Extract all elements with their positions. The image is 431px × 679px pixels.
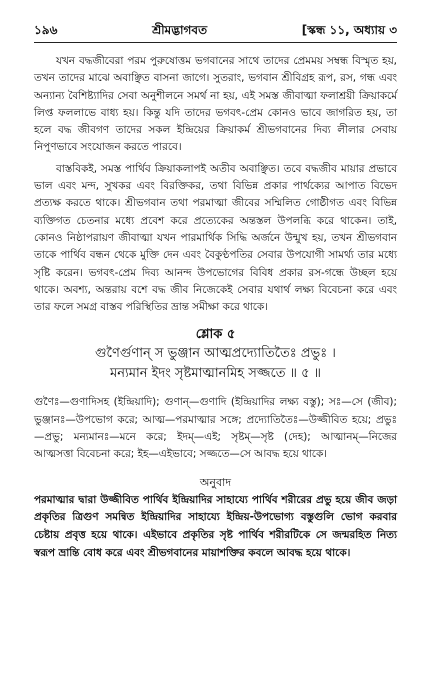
page-header xyxy=(34,22,397,38)
purport-paragraph-1: যখন বদ্ধজীবেরা পরম পুরুষোত্তম ভগবানের সাথে তাদের প্রেমময় সম্বন্ধ বিস্মৃত হয়, তখন তাদের মাঝে অবাঞ্ছিত বাসনা জাগে। সুতরাং, ভগবান শ্রীবিগ্রহ রূপ, রস, গন্ধ এবং অন্যান্য বৈশিষ্ট্যাদির সেবা অনুশীলনে সমর্থ না হয়, এই সমস্ত জীবাত্মা ফলাশ্রয়ী ক্রিয়াকর্মে লিপ্ত ফললাভে বাধ্য হয়। কিন্তু যদি তাদের ভগবৎ-প্রেম কোনও ভাবে জাগরিত হয়, তা হলে বদ্ধ জীবগণ তাদের সকল ইন্দ্রিয়ের ক্রিয়াকর্ম শ্রীভগবানের দিব্য লীলার সেবায় নিপুণভাবে সংযোজন করতে পারবে। xyxy=(34,55,397,154)
book-title: শ্রীমদ্ভাগবত xyxy=(152,23,208,37)
verse-title: শ্লোক ৫ xyxy=(195,327,236,343)
word-synonyms: গুণৈঃ—গুণাদিসহ (ইন্দ্রিয়াদি); গুণান্‌—গুণাদি (ইন্দ্রিয়াদির লক্ষ্য বস্তু); সঃ—সে (জীব); ভুঞ্জানঃ—উপভোগ করে; আত্ম—পরমাত্মার সঙ্গে; প্রদ্যোতিতৈঃ—উজ্জীবিত হয়ে; প্রভুঃ—প্রভু; মন্যমানঃ—মনে করে; ইদম্‌—এই; সৃষ্টম্‌—সৃষ্ট (দেহ); আত্মানম্‌—নিজের আত্মসত্তা বিবেচনা করে; ইহ—এইভাবে; সজ্জতে—সে আবদ্ধ হয়ে থাকে। xyxy=(34,396,397,461)
page-number: ১৯৬ xyxy=(34,23,58,37)
verse-line-2: মন্যমান ইদং সৃষ্টমাত্মানমিহ সজ্জতে ॥ ৫ ॥ xyxy=(109,366,322,382)
translation-heading: অনুবাদ xyxy=(199,475,232,489)
translation-text: পরমাত্মার দ্বারা উজ্জীবিত পার্থিব ইন্দ্রিয়াদির সাহায্যে পার্থিব শরীরের প্রভু হয়ে জীব জড়া প্রকৃতির ত্রিগুণ সমন্বিত ইন্দ্রিয়াদির সাহায্যে ইন্দ্রিয়-উপভোগ্য বস্তুগুলি ভোগ করবার চেষ্টায় প্রবৃত্ত হয়ে থাকে। এইভাবে প্রকৃতির সৃষ্ট পার্থিব শরীরটিকে সে জন্মরহিত নিত্য স্বরূপ ভ্রান্তি বোধ করে এবং শ্রীভগবানের মায়াশক্তির কবলে আবদ্ধ হয়ে থাকে। xyxy=(34,493,397,560)
verse-line-1: গুণৈর্গুণান্‌ স ভুঞ্জান আত্মপ্রদ্যোতিতৈঃ প্রভুঃ । xyxy=(95,346,336,362)
header-rule xyxy=(34,42,397,43)
chapter-reference: [স্কন্ধ ১১, অধ্যায় ৩ xyxy=(301,23,397,37)
purport-paragraph-2: বাস্তবিকই, সমস্ত পার্থিব ক্রিয়াকলাপই অতীব অবাঞ্ছিত। তবে বদ্ধজীব মায়ার প্রভাবে ভাল এবং মন্দ, সুখকর এবং বিরক্তিকর, তথা বিভিন্ন প্রকার পার্থক্যের আপাত বিভেদ প্রত্যক্ষ করতে থাকে। শ্রীভগবান তথা পরমাত্মা জীবের সম্মিলিত গোষ্ঠীগত এবং বিভিন্ন ব্যক্তিগত চেতনার মধ্যে প্রবেশ করে প্রত্যেকের অন্তস্তল উপলব্ধি করে থাকেন। তাই, কোনও নিষ্ঠাপরায়ণ জীবাত্মা যখন পারমার্থিক সিদ্ধি অর্জনে উন্মুখ হয়, তখন শ্রীভগবান তাকে পার্থিব বন্ধন থেকে মুক্তি দেন এবং বৈকুণ্ঠপতির সেবার উপযোগী সামর্থ্য তার মধ্যে সৃষ্টি করেন। ভগবৎ-প্রেম দিব্য আনন্দ উপভোগের বিবিধ প্রকার রস-গন্ধে উচ্ছল হয়ে থাকে। অবশ্য, অন্তরায় বশে বদ্ধ জীব নিজেকেই সেবার যথার্থ লক্ষ্য বিবেচনা করে এবং তার ফলে সমগ্র বাস্তব পরিস্থিতির ভ্রান্ত সমীক্ষা করে থাকে। xyxy=(34,162,397,314)
